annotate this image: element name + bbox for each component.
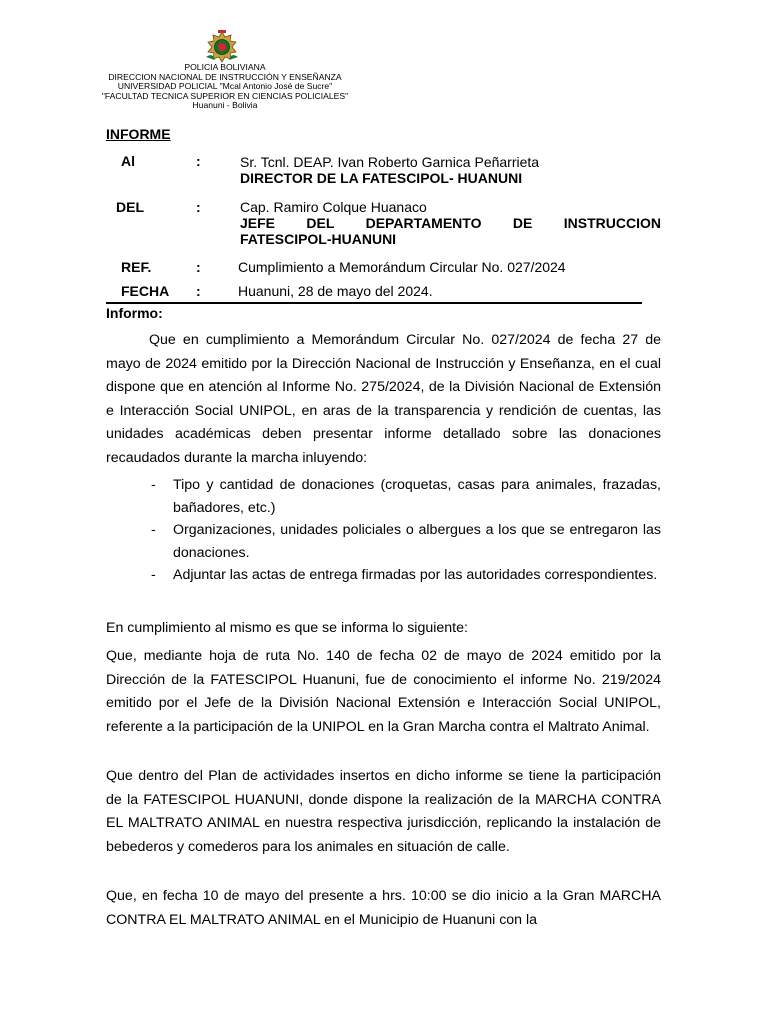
al-colon: : xyxy=(196,153,201,169)
del-colon: : xyxy=(196,199,201,215)
al-label: Al xyxy=(121,153,135,169)
header-line-2: DIRECCION NACIONAL DE INSTRUCCIÓN Y ENSEÑANZA xyxy=(108,71,342,82)
header-line-3: UNIVERSIDAD POLICIAL "Mcal Antonio José de Sucre" xyxy=(117,81,333,92)
paragraph-1: Que en cumplimiento a Memorándum Circular No. 027/2024 de fecha 27 de mayo de 2024 emitido por la Dirección Nacional de Instrucción y Enseñanza, en el cual dispone que en atención al Informe No. 275/2024, de la División Nacional de Extensión e Interacción Social UNIPOL, en aras de la transparencia y rendición de cuentas, las unidades académicas deben presentar informe detallado sobre las donaciones recaudados durante la marcha inluyendo: xyxy=(106,332,661,466)
del-sender xyxy=(240,199,661,247)
informo-label: Informo: xyxy=(106,305,163,321)
paragraph-2: En cumplimiento al mismo es que se informa lo siguiente: xyxy=(106,620,468,636)
header-line-5: Huanuni - Bolivia xyxy=(192,100,258,111)
paragraph-4: Que dentro del Plan de actividades insertos en dicho informe se tiene la participación de la FATESCIPOL HUANUNI, donde dispone la realización de la MARCHA CONTRA EL MALTRATO ANIMAL en nuestra respectiva jurisdicción, replicando la instalación de bebederos y comederos para los animales en situación de calle. xyxy=(106,768,661,855)
paragraph-5: Que, en fecha 10 de mayo del presente a hrs. 10:00 se dio inicio a la Gran MARCHA CONTRA EL MALTRATO ANIMAL en el Municipio de Huanuni con la xyxy=(106,888,661,928)
bullet-dash: - xyxy=(151,477,156,493)
bullet-text: Tipo y cantidad de donaciones (croquetas, casas para animales, frazadas, bañadores, etc.) xyxy=(173,477,661,516)
ref-value: Cumplimiento a Memorándum Circular No. 027/2024 xyxy=(238,259,566,275)
bullet-item xyxy=(106,519,661,564)
al-name: Sr. Tcnl. DEAP. Ivan Roberto Garnica Peñarrieta xyxy=(240,154,540,170)
header-divider xyxy=(106,302,642,304)
paragraph-3: Que, mediante hoja de ruta No. 140 de fecha 02 de mayo de 2024 emitido por la Dirección de la FATESCIPOL Huanuni, fue de conocimiento el informe No. 219/2024 emitido por el Jefe de la División Nacional Extensión e Interacción Social UNIPOL, referente a la participación de la UNIPOL en la Gran Marcha contra el Maltrato Animal. xyxy=(106,648,661,735)
bullet-dash: - xyxy=(151,522,156,538)
police-emblem-icon xyxy=(203,30,241,64)
bullet-item xyxy=(106,564,661,587)
del-name: Cap. Ramiro Colque Huanaco xyxy=(240,199,427,215)
bullet-list xyxy=(106,474,661,587)
ref-colon: : xyxy=(196,259,201,275)
al-title: DIRECTOR DE LA FATESCIPOL- HUANUNI xyxy=(240,170,523,186)
fecha-colon: : xyxy=(196,283,201,299)
fecha-value: Huanuni, 28 de mayo del 2024. xyxy=(238,283,433,299)
del-title-line-1: JEFE DEL DEPARTAMENTO DE INSTRUCCION xyxy=(240,215,661,231)
bullet-text: Adjuntar las actas de entrega firmadas por las autoridades correspondientes. xyxy=(173,567,658,583)
document-title: INFORME xyxy=(106,126,171,142)
del-label: DEL xyxy=(116,199,144,215)
ref-label: REF. xyxy=(121,259,152,275)
institution-header xyxy=(60,63,390,111)
bullet-dash: - xyxy=(151,567,156,583)
bullet-item xyxy=(106,474,661,519)
header-line-1: POLICIA BOLIVIANA xyxy=(184,62,266,72)
del-title-line-2: FATESCIPOL-HUANUNI xyxy=(240,231,397,247)
al-recipient xyxy=(240,154,660,186)
fecha-label: FECHA xyxy=(121,283,170,299)
bullet-text: Organizaciones, unidades policiales o albergues a los que se entregaron las donaciones. xyxy=(173,522,661,561)
header-line-4: "FACULTAD TECNICA SUPERIOR EN CIENCIAS POLICIALES" xyxy=(101,90,349,101)
